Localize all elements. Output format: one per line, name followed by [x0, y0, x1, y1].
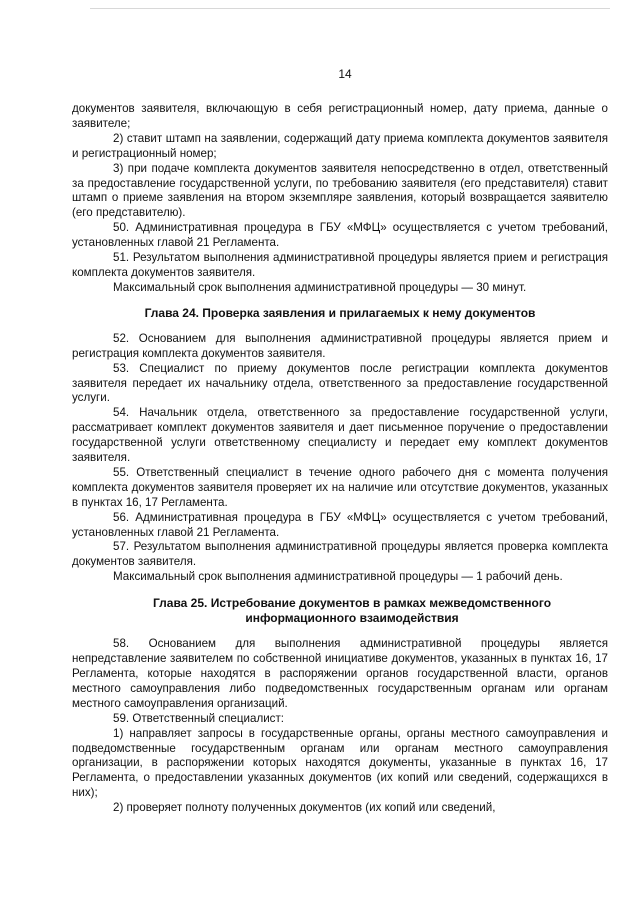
paragraph: 53. Специалист по приему документов после регистрации комплекта документов заявителя передает их начальнику отдела, ответственного за предоставление государственной услуги.: [72, 361, 608, 405]
paragraph: 2) проверяет полноту полученных документов (их копий или сведений,: [113, 801, 496, 815]
paragraph: 55. Ответственный специалист в течение одного рабочего дня с момента получения комплекта документов заявителя проверяет их на наличие или отсутствие документов, указанных в пунктах 16, 17 Регламента.: [72, 465, 608, 509]
paragraph: 51. Результатом выполнения административной процедуры является прием и регистрация комплекта документов заявителя.: [72, 251, 608, 279]
paragraph: 50. Административная процедура в ГБУ «МФЦ» осуществляется с учетом требований, установленных главой 21 Регламента.: [72, 221, 608, 250]
paragraph: документов заявителя, включающую в себя регистрационный номер, дату приема, данные о заявителе;: [72, 102, 608, 130]
paragraph: Максимальный срок выполнения административной процедуры — 1 рабочий день.: [113, 570, 563, 584]
page-number: 14: [338, 67, 352, 81]
paragraph: 2) ставит штамп на заявлении, содержащий дату приема комплекта документов заявителя и регистрационный номер;: [72, 131, 608, 160]
document-body: [72, 102, 608, 816]
chapter-heading: Глава 24. Проверка заявления и прилагаемых к нему документов: [144, 305, 536, 320]
paragraph: 54. Начальник отдела, ответственного за предоставление государственной услуги, рассматривает комплект документов заявителя и дает письменное поручение о предоставлении государственной услуги ответственному специалисту и передает ему комплект документов заявителя.: [72, 406, 608, 465]
chapter-heading: Глава 25. Истребование документов в рамках межведомственного информационного взаимодействия: [152, 596, 552, 626]
paragraph: 58. Основанием для выполнения административной процедуры является непредставление заявителем по собственной инициативе документов, указанных в пунктах 16, 17 Регламента, которые находятся в распоряжении органов государственной власти, органов местного самоуправления либо подведомственных государственным органам или органам местного самоуправления организаций.: [72, 637, 608, 710]
paragraph: 57. Результатом выполнения административной процедуры является проверка комплекта документов заявителя.: [72, 540, 608, 569]
paragraph: 59. Ответственный специалист:: [113, 711, 285, 725]
paragraph: 56. Административная процедура в ГБУ «МФЦ» осуществляется с учетом требований, установленных главой 21 Регламента.: [72, 510, 608, 539]
paragraph: 52. Основанием для выполнения административной процедуры является прием и регистрация комплекта документов заявителя.: [72, 331, 608, 360]
paragraph: Максимальный срок выполнения административной процедуры — 30 минут.: [113, 280, 527, 294]
paragraph: 3) при подаче комплекта документов заявителя непосредственно в отдел, ответственный за предоставление государственной услуги, по требованию заявителя (его представителя) ставит штамп о приеме заявления на втором экземпляре заявления, который возвращается заявителю (его представителю).: [72, 161, 608, 220]
paragraph: 1) направляет запросы в государственные органы, органы местного самоуправления и подведомственные государственным органам или органам местного самоуправления организации, в распоряжении которых находятся документы, указанные в пунктах 16, 17 Регламента, о предоставлении указанных документов (их копий или сведений, содержащихся в них);: [72, 726, 608, 800]
